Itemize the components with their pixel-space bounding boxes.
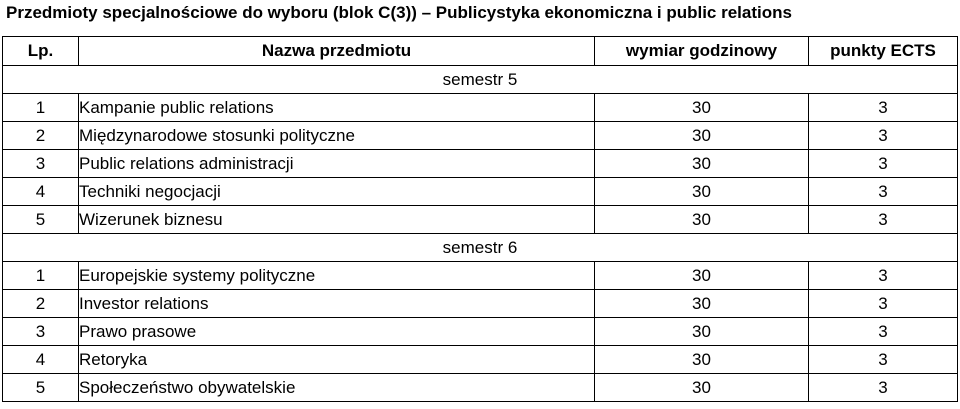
row-name: Public relations administracji (79, 150, 595, 178)
header-row (3, 37, 958, 66)
row-name: Techniki negocjacji (79, 178, 595, 206)
row-ects: 3 (809, 150, 958, 178)
row-name: Międzynarodowe stosunki polityczne (79, 122, 595, 150)
table-row (3, 150, 958, 178)
row-hours: 30 (595, 374, 809, 402)
table-row (3, 318, 958, 346)
row-lp: 3 (3, 150, 79, 178)
row-hours: 30 (595, 318, 809, 346)
row-name: Europejskie systemy polityczne (79, 262, 595, 290)
row-lp: 2 (3, 122, 79, 150)
table-row (3, 178, 958, 206)
row-name: Społeczeństwo obywatelskie (79, 374, 595, 402)
courses-table (2, 36, 958, 402)
row-lp: 3 (3, 318, 79, 346)
row-ects: 3 (809, 178, 958, 206)
row-hours: 30 (595, 178, 809, 206)
row-name: Kampanie public relations (79, 94, 595, 122)
header-name: Nazwa przedmiotu (79, 37, 595, 66)
row-name: Prawo prasowe (79, 318, 595, 346)
table-row (3, 206, 958, 234)
row-lp: 2 (3, 290, 79, 318)
header-hours: wymiar godzinowy (595, 37, 809, 66)
row-lp: 1 (3, 262, 79, 290)
page-title: Przedmioty specjalnościowe do wyboru (blok C(3)) – Publicystyka ekonomiczna i public relations (6, 3, 792, 22)
row-ects: 3 (809, 206, 958, 234)
semester-label: semestr 5 (3, 66, 958, 94)
row-hours: 30 (595, 262, 809, 290)
semester-label: semestr 6 (3, 234, 958, 262)
table-row (3, 290, 958, 318)
header-ects: punkty ECTS (809, 37, 958, 66)
table-row (3, 374, 958, 402)
row-hours: 30 (595, 150, 809, 178)
row-hours: 30 (595, 346, 809, 374)
table-row (3, 94, 958, 122)
row-hours: 30 (595, 94, 809, 122)
table-row (3, 262, 958, 290)
row-name: Wizerunek biznesu (79, 206, 595, 234)
row-hours: 30 (595, 122, 809, 150)
row-hours: 30 (595, 290, 809, 318)
row-lp: 1 (3, 94, 79, 122)
table-row (3, 122, 958, 150)
row-lp: 4 (3, 178, 79, 206)
row-ects: 3 (809, 262, 958, 290)
row-ects: 3 (809, 290, 958, 318)
row-ects: 3 (809, 94, 958, 122)
row-hours: 30 (595, 206, 809, 234)
semester-row (3, 66, 958, 94)
table-row (3, 346, 958, 374)
row-name: Retoryka (79, 346, 595, 374)
semester-row (3, 234, 958, 262)
row-ects: 3 (809, 346, 958, 374)
row-ects: 3 (809, 122, 958, 150)
row-lp: 4 (3, 346, 79, 374)
row-ects: 3 (809, 374, 958, 402)
row-lp: 5 (3, 374, 79, 402)
row-name: Investor relations (79, 290, 595, 318)
header-lp: Lp. (3, 37, 79, 66)
row-ects: 3 (809, 318, 958, 346)
row-lp: 5 (3, 206, 79, 234)
